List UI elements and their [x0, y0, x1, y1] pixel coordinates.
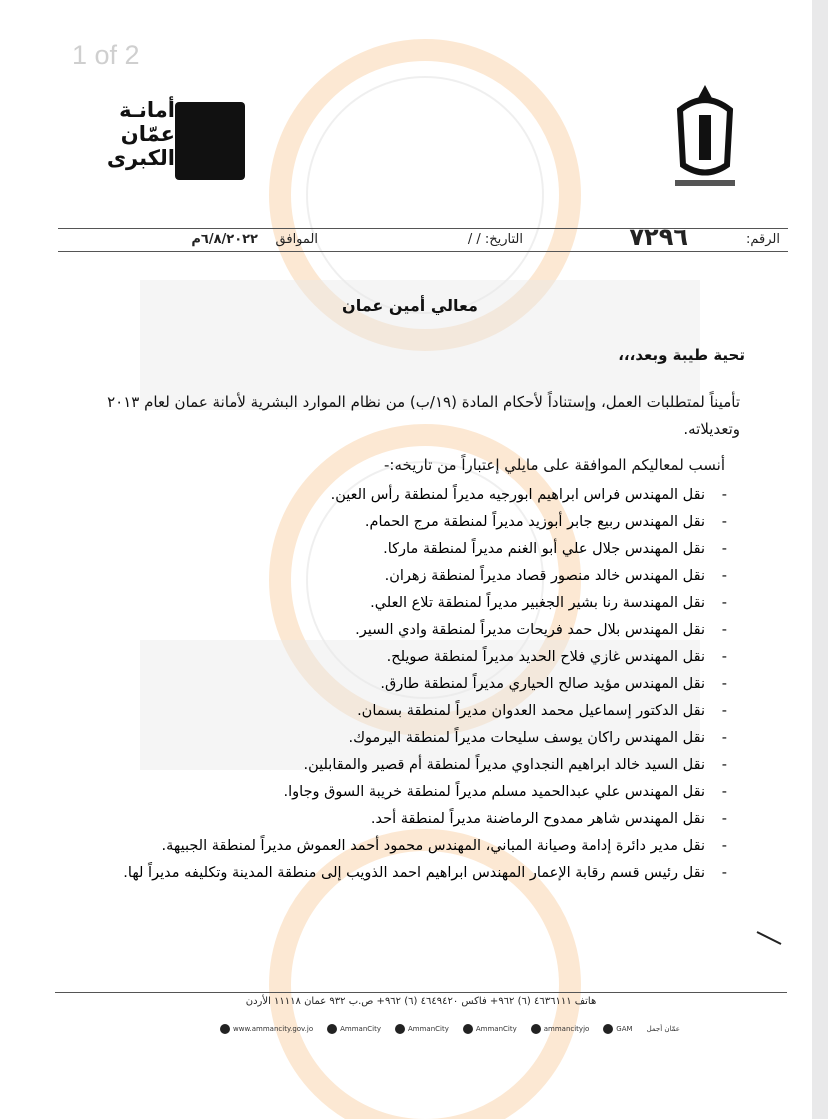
- instagram-icon: [531, 1024, 541, 1034]
- twitter-icon: [395, 1024, 405, 1034]
- list-item: - نقل المهندس غازي فلاح الحديد مديراً لمنطقة صويلح.: [85, 644, 727, 671]
- list-item: - نقل المهندسة رنا بشير الجغبير مديراً لمنطقة تلاع العلي.: [85, 590, 727, 617]
- org-name-line: الكبرى: [106, 146, 175, 170]
- youtube-link[interactable]: AmmanCity: [463, 1024, 517, 1034]
- globe-icon: [220, 1024, 230, 1034]
- date-label: التاريخ: / /: [467, 232, 523, 247]
- logo-mark: [175, 102, 245, 180]
- greeting: تحية طيبة وبعد،،،: [618, 346, 745, 364]
- list-item: - نقل المهندس خالد منصور قصاد مديراً لمنطقة زهران.: [85, 563, 727, 590]
- jordan-coat-of-arms-logo: [665, 80, 745, 200]
- footer: [55, 992, 787, 1007]
- facebook-link[interactable]: AmmanCity: [327, 1024, 381, 1034]
- instagram-link[interactable]: ammancityjo: [531, 1024, 590, 1034]
- list-item: - نقل المهندس شاهر ممدوح الرماضنة مديراً لمنطقة أحد.: [85, 806, 727, 833]
- ref-number: ٧٢٩٦: [629, 223, 688, 251]
- list-item: - نقل المهندس بلال حمد فريحات مديراً لمنطقة وادي السير.: [85, 617, 727, 644]
- list-item: - نقل المهندس راكان يوسف سليحات مديراً لمنطقة اليرموك.: [85, 725, 727, 752]
- handwritten-mark: [755, 928, 785, 948]
- list-item: - نقل المهندس فراس ابراهيم ابورجيه مديراً لمنطقة رأس العين.: [85, 482, 727, 509]
- app-icon: [603, 1024, 613, 1034]
- list-item: - نقل المهندس مؤيد صالح الحياري مديراً لمنطقة طارق.: [85, 671, 727, 698]
- org-name-line: عمّان: [120, 122, 175, 146]
- corresponding-label: الموافق: [275, 232, 318, 247]
- reference-line: [58, 223, 788, 252]
- list-item: - نقل السيد خالد ابراهيم النجداوي مديراً لمنطقة أم قصير والمقابلين.: [85, 752, 727, 779]
- page-indicator: 1 of 2: [72, 40, 140, 70]
- slogan: عمّان أجمل: [646, 1025, 680, 1033]
- footer-address: هاتف ٤٦٣٦١١١ (٦) ٩٦٢+ فاكس ٤٦٤٩٤٢٠ (٦) ٩٦٢+ ص.ب ٩٣٢ عمان ١١١١٨ الأردن: [245, 996, 597, 1007]
- org-name-line: أمانـة: [119, 98, 175, 122]
- addressee: معالي أمين عمان: [342, 296, 478, 315]
- intro-line: أنسب لمعاليكم الموافقة على مايلي إعتباراً من تاريخه:-: [384, 456, 725, 474]
- social-links: [220, 1024, 680, 1034]
- twitter-link[interactable]: AmmanCity: [395, 1024, 449, 1034]
- list-item: - نقل الدكتور إسماعيل محمد العدوان مديراً لمنطقة بسمان.: [85, 698, 727, 725]
- list-item: - نقل المهندس ربيع جابر أبوزيد مديراً لمنطقة مرج الحمام.: [85, 509, 727, 536]
- app-link[interactable]: GAM: [603, 1024, 632, 1034]
- website-link[interactable]: www.ammancity.gov.jo: [220, 1024, 313, 1034]
- corresponding-date: ٦/٨/٢٠٢٢م: [191, 232, 258, 247]
- list-item: - نقل مدير دائرة إدامة وصيانة المباني، المهندس محمود أحمد العموش مديراً لمنطقة الجبيهة.: [85, 833, 727, 860]
- transfer-list: [85, 482, 727, 887]
- opening-paragraph: تأميناً لمتطلبات العمل، وإستناداً لأحكام المادة (١٩/ب) من نظام الموارد البشرية لأمانة عمان لعام ٢٠١٣ وتعديلاته.: [107, 393, 740, 438]
- list-item: - نقل رئيس قسم رقابة الإعمار المهندس ابراهيم احمد الذويب إلى منطقة المدينة وتكليفه مديراً لها.: [85, 860, 727, 887]
- facebook-icon: [327, 1024, 337, 1034]
- greater-amman-municipality-logo: [85, 98, 245, 188]
- youtube-icon: [463, 1024, 473, 1034]
- list-item: - نقل المهندس علي عبدالحميد مسلم مديراً لمنطقة خريبة السوق وجاوا.: [85, 779, 727, 806]
- list-item: - نقل المهندس جلال علي أبو الغنم مديراً لمنطقة ماركا.: [85, 536, 727, 563]
- ref-label: الرقم:: [746, 232, 780, 247]
